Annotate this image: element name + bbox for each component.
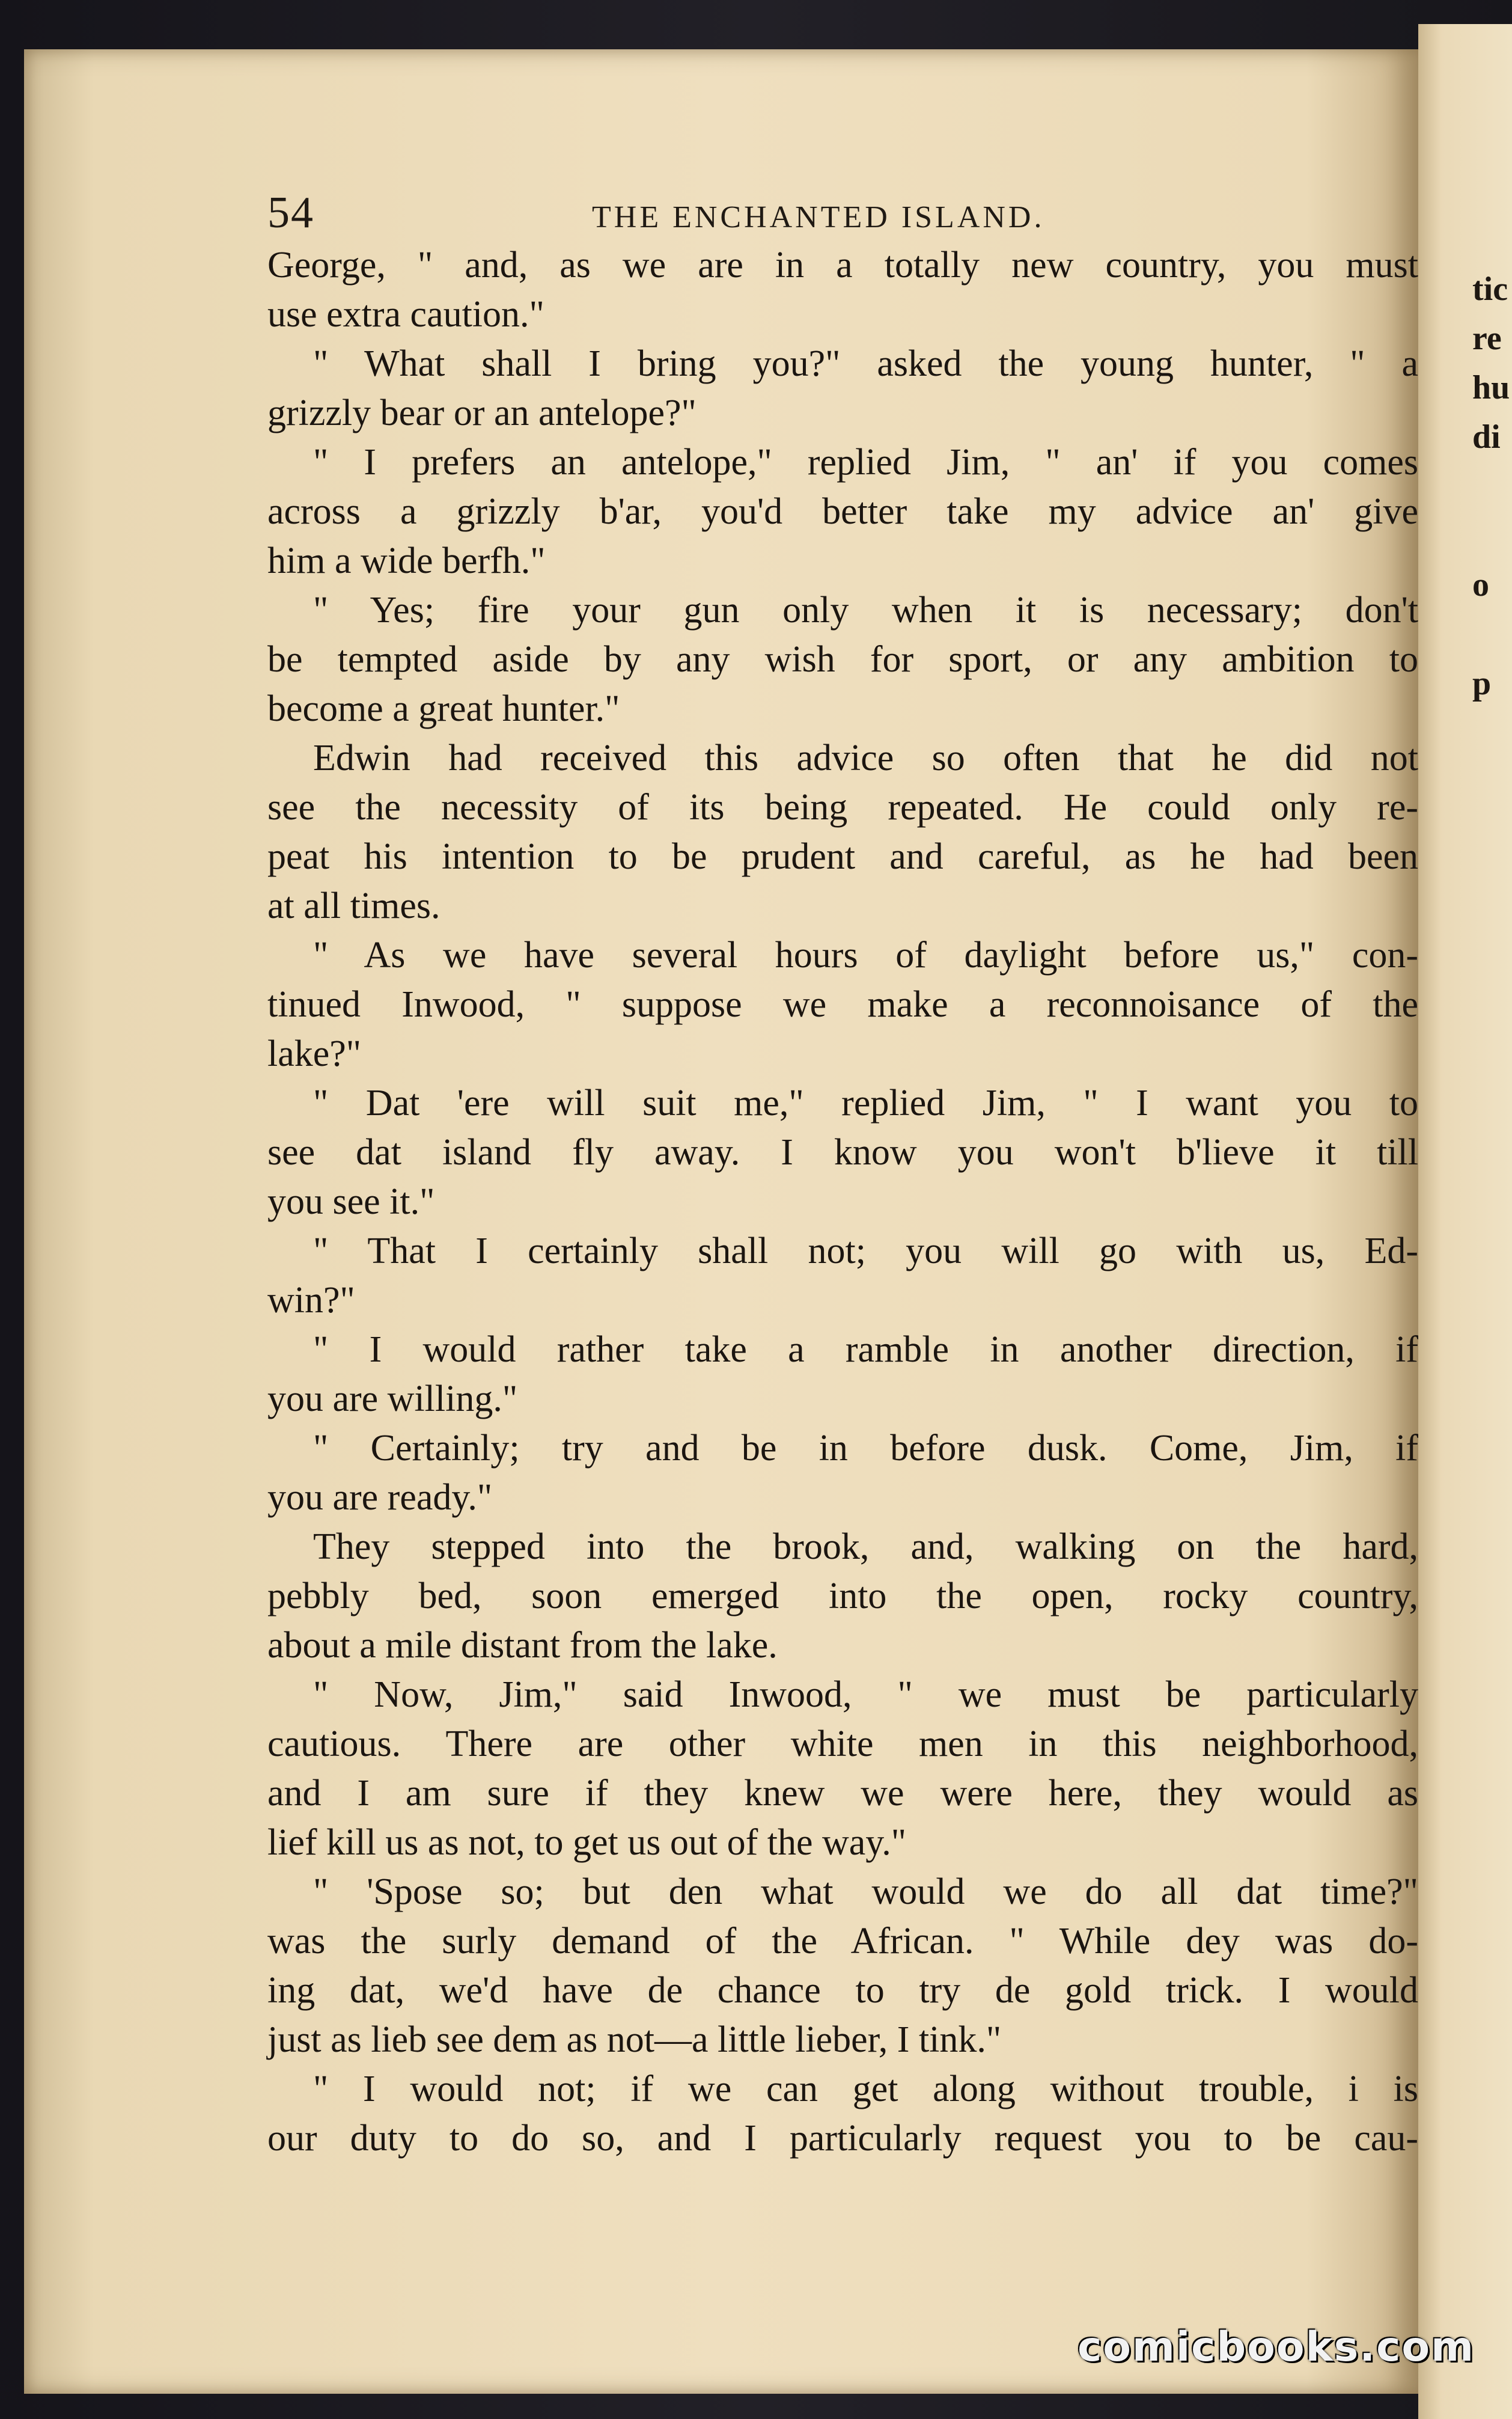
text-line: " I would rather take a ramble in another direction, if	[313, 1329, 1418, 1370]
facing-fragment: tic	[1472, 271, 1508, 308]
text-line: about a mile distant from the lake.	[267, 1625, 778, 1666]
running-head	[267, 182, 1418, 248]
facing-fragment	[1472, 511, 1510, 560]
facing-fragment	[1472, 610, 1510, 659]
text-line: grizzly bear or an antelope?"	[267, 393, 697, 433]
text-line: tinued Inwood, " suppose we make a reconnoisance of the	[267, 984, 1418, 1025]
text-line: see dat island fly away. I know you won't b'lieve it till	[267, 1132, 1418, 1173]
text-line: ing dat, we'd have de chance to try de gold trick. I would	[267, 1970, 1418, 2011]
text-line: " Dat 'ere will suit me," replied Jim, " I want you to	[313, 1083, 1418, 1124]
text-line: " What shall I bring you?" asked the young hunter, " a	[313, 343, 1418, 384]
text-line: lake?"	[267, 1033, 362, 1074]
facing-page-edge	[1418, 24, 1512, 2419]
body-text	[267, 240, 1418, 2163]
text-line: be tempted aside by any wish for sport, or any ambition to	[267, 639, 1418, 680]
text-line: see the necessity of its being repeated. He could only re-	[267, 787, 1418, 828]
text-line: George, " and, as we are in a totally new country, you must	[267, 245, 1418, 286]
text-line: across a grizzly b'ar, you'd better take my advice an' give	[267, 491, 1418, 532]
watermark: comicbooks.com	[1077, 2323, 1475, 2371]
text-line: was the surly demand of the African. " While dey was do-	[267, 1921, 1418, 1962]
text-line: peat his intention to be prudent and careful, as he had been	[267, 836, 1418, 877]
text-line: " Certainly; try and be in before dusk. Come, Jim, if	[313, 1428, 1418, 1469]
text-line: cautious. There are other white men in this neighborhood,	[267, 1723, 1418, 1764]
text-line: at all times.	[267, 885, 440, 926]
facing-fragment: di	[1472, 418, 1501, 456]
text-line: " Now, Jim," said Inwood, " we must be particularly	[313, 1674, 1418, 1715]
text-line: you see it."	[267, 1181, 435, 1222]
text-line: use extra caution."	[267, 294, 544, 335]
text-line: you are willing."	[267, 1378, 518, 1419]
text-line: They stepped into the brook, and, walking on the hard,	[313, 1526, 1418, 1567]
text-line: lief kill us as not, to get us out of the way."	[267, 1822, 907, 1863]
facing-fragment	[1472, 462, 1510, 511]
text-line: our duty to do so, and I particularly request you to be cau-	[267, 2118, 1418, 2159]
text-line: pebbly bed, soon emerged into the open, rocky country,	[267, 1576, 1418, 1616]
text-line: you are ready."	[267, 1477, 493, 1518]
text-line: become a great hunter."	[267, 688, 620, 729]
page-number: 54	[267, 188, 314, 237]
running-title: THE ENCHANTED ISLAND.	[592, 200, 1045, 234]
text-line: him a wide berfh."	[267, 540, 546, 581]
text-line: Edwin had received this advice so often that he did not	[313, 738, 1418, 778]
text-line: just as lieb see dem as not—a little lieber, I tink."	[267, 2019, 1002, 2060]
facing-fragment: re	[1472, 320, 1502, 357]
text-line: " That I certainly shall not; you will go with us, Ed-	[313, 1231, 1418, 1271]
facing-page-text	[1472, 265, 1510, 708]
text-line: and I am sure if they knew we were here, they would as	[267, 1773, 1418, 1814]
facing-fragment: o	[1472, 566, 1489, 604]
book-page	[24, 49, 1418, 2394]
text-line: win?"	[267, 1280, 355, 1321]
text-line: " As we have several hours of daylight before us," con-	[313, 935, 1418, 976]
text-line: " Yes; fire your gun only when it is necessary; don't	[313, 590, 1418, 631]
text-line: " I prefers an antelope," replied Jim, " an' if you comes	[313, 442, 1418, 483]
facing-fragment: p	[1472, 665, 1492, 702]
text-line: " 'Spose so; but den what would we do all dat time?"	[313, 1871, 1418, 1912]
text-line: " I would not; if we can get along without trouble, i is	[313, 2069, 1418, 2109]
facing-fragment: hu	[1472, 369, 1510, 406]
